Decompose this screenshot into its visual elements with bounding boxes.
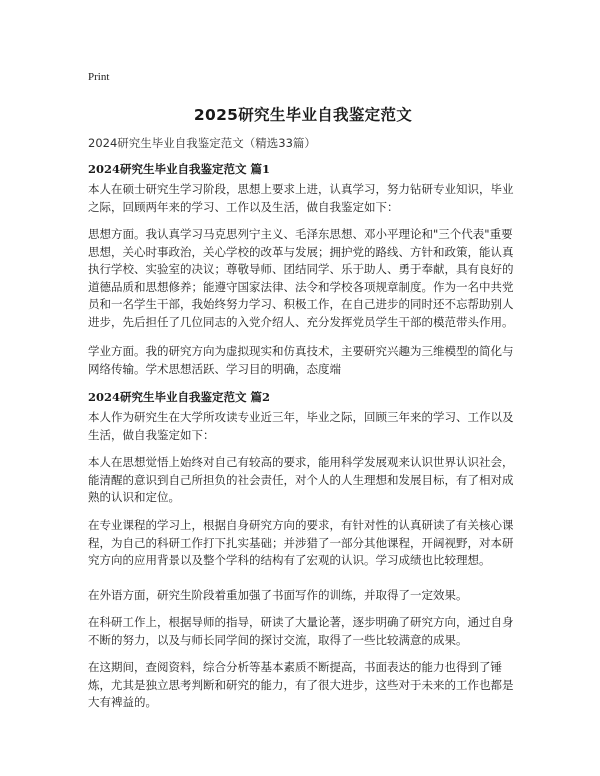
section-heading-2: 2024研究生毕业自我鉴定范文 篇2: [88, 390, 271, 404]
section-heading-1: 2024研究生毕业自我鉴定范文 篇1: [88, 162, 271, 176]
paragraph: 学业方面。我的研究方向为虚拟现实和仿真技术，主要研究兴趣为三维模型的简化与网络传输。学术思想活跃、学习目的明确，态度端: [88, 344, 514, 376]
paragraph: 在专业课程的学习上，根据自身研究方向的要求，有针对性的认真研读了有关核心课程，为自己的科研工作打下扎实基础；并涉猎了一部分其他课程，开阔视野，对本研究方向的应用背景以及整个学科的结构有了宏观的认识。学习成绩也比较理想。: [88, 518, 514, 568]
paragraph: 在科研工作上，根据导师的指导，研读了大量论著，逐步明确了研究方向，通过自身不断的努力，以及与师长同学间的探讨交流，取得了一些比较满意的成果。: [88, 615, 514, 647]
paragraph: 本人作为研究生在大学所攻读专业近三年，毕业之际，回顾三年来的学习、工作以及生活，做自我鉴定如下：: [88, 410, 514, 442]
paragraph: 思想方面。我认真学习马克思列宁主义、毛泽东思想、邓小平理论和"三个代表"重要思想，关心时事政治，关心学校的改革与发展；拥护党的路线、方针和政策，能认真执行学校、实验室的决议；尊敬导师、团结同学、乐于助人、勇于奉献，具有良好的道德品质和思想修养；能遵守国家法律、法令和学校各项规章制度。作为一名中共党员和一名学生干部，我始终努力学习、积极工作，在自己进步的同时还不忘帮助别人进步，先后担任了几位同志的入党介绍人、充分发挥党员学生干部的模范带头作用。: [88, 227, 514, 329]
paragraph: 在这期间，查阅资料，综合分析等基本素质不断提高，书面表达的能力也得到了锤炼，尤其是独立思考判断和研究的能力，有了很大进步，这些对于未来的工作也都是大有裨益的。: [88, 660, 514, 710]
document-subtitle: 2024研究生毕业自我鉴定范文（精选33篇）: [88, 136, 316, 150]
print-link[interactable]: Print: [88, 71, 110, 83]
paragraph: 本人在硕士研究生学习阶段，思想上要求上进，认真学习，努力钻研专业知识，毕业之际，回顾两年来的学习、工作以及生活，做自我鉴定如下：: [88, 182, 514, 214]
paragraph: 本人在思想觉悟上始终对自己有较高的要求，能用科学发展观来认识世界认识社会，能清醒的意识到自己所担负的社会责任，对个人的人生理想和发展目标，有了相对成熟的认识和定位。: [88, 455, 514, 505]
page-title: 2025研究生毕业自我鉴定范文: [193, 106, 413, 124]
paragraph: 在外语方面，研究生阶段着重加强了书面写作的训练，并取得了一定效果。: [88, 588, 468, 602]
